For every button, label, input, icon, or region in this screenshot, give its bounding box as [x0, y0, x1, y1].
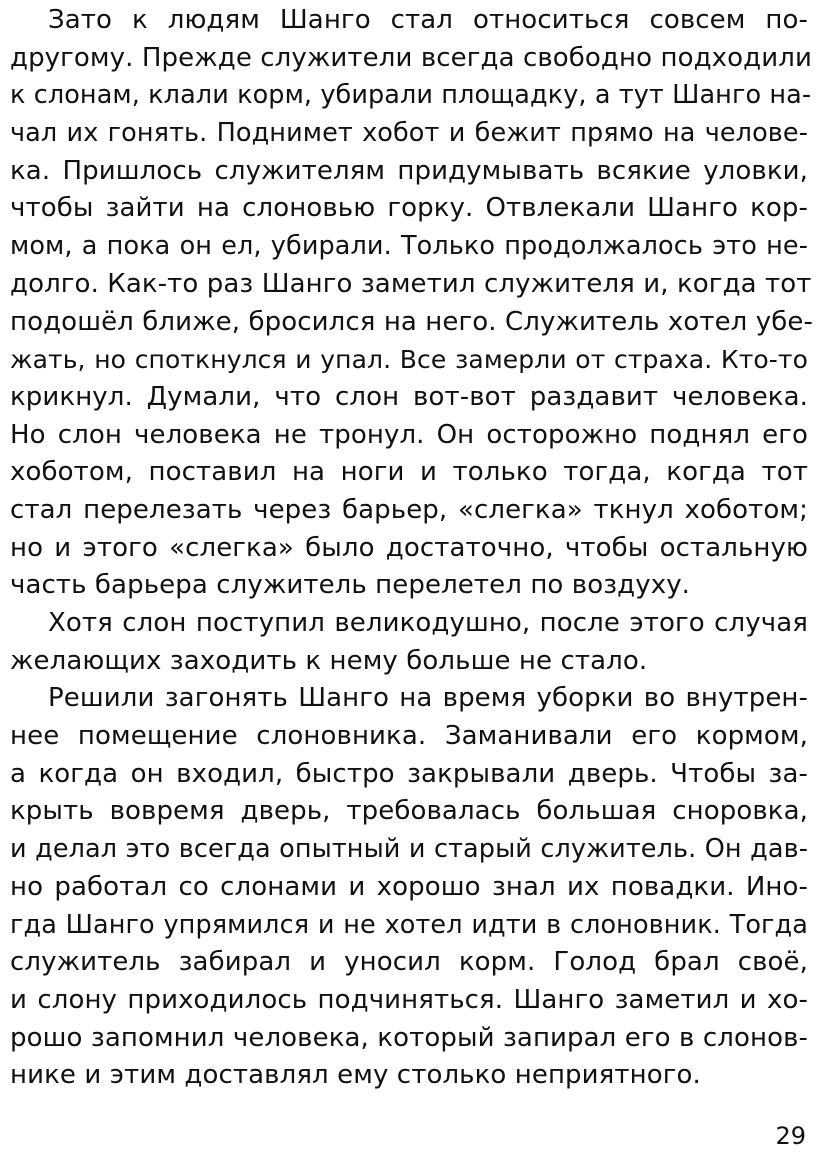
text-line: ка. Пришлось служителям придумывать всякие уловки,	[10, 155, 808, 186]
text-line: крикнул. Думали, что слон вот-вот раздавит человека.	[10, 381, 808, 412]
text-line: рошо запомнил человека, который запирал его в слонов-	[10, 1022, 808, 1053]
text-line: другому. Прежде служители всегда свободно подходили	[10, 42, 812, 73]
text-line: мом, а пока он ел, убирали. Только продолжалось это не-	[10, 231, 808, 262]
text-line: жать, но споткнулся и упал. Все замерли от страха. Кто-то	[10, 345, 808, 375]
text-line: а когда он входил, быстро закрывали дверь. Чтобы за-	[10, 758, 808, 789]
text-line: крыть вовремя дверь, требовалась большая сноровка,	[10, 796, 808, 827]
text-line: Но слон человека не тронул. Он осторожно поднял его	[10, 419, 808, 450]
text-line: Зато к людям Шанго стал относиться совсем по-	[48, 5, 808, 35]
text-line: и слону приходилось подчиняться. Шанго заметил и хо-	[10, 984, 808, 1015]
body-text	[10, 2, 813, 1095]
page-number: 29	[775, 1122, 806, 1150]
text-line: гда Шанго упрямился и не хотел идти в слоновник. Тогда	[10, 909, 808, 940]
text-line: чтобы зайти на слоновью горку. Отвлекали Шанго кор-	[10, 193, 808, 224]
text-line: но и этого «слегка» было достаточно, чтобы остальную	[10, 532, 808, 563]
text-line: часть барьера служитель перелетел по воздуху.	[10, 570, 691, 601]
text-line: нике и этим доставлял ему столько неприятного.	[10, 1060, 701, 1091]
text-line: нее помещение слоновника. Заманивали его кормом,	[10, 721, 808, 752]
text-line: служитель забирал и уносил корм. Голод брал своё,	[10, 947, 808, 978]
text-line: Хотя слон поступил великодушно, после этого случая	[48, 608, 808, 638]
text-line: но работал со слонами и хорошо знал их повадки. Ино-	[10, 871, 808, 902]
text-line: долго. Как-то раз Шанго заметил служителя и, когда тот	[10, 268, 812, 299]
text-line: хоботом, поставил на ноги и только тогда, когда тот	[10, 457, 808, 488]
text-line: чал их гонять. Поднимет хобот и бежит прямо на челове-	[10, 118, 808, 149]
text-line: стал перелезать через барьер, «слегка» ткнул хоботом;	[10, 494, 808, 525]
text-line: к слонам, клали корм, убирали площадку, а тут Шанго на-	[10, 80, 812, 111]
text-line: Решили загонять Шанго на время уборки во внутрен-	[48, 683, 808, 714]
text-line: желающих заходить к нему больше не стало.	[10, 645, 648, 676]
text-line: и делал это всегда опытный и старый служитель. Он дав-	[10, 834, 808, 865]
text-line: подошёл ближе, бросился на него. Служитель хотел убе-	[10, 306, 813, 337]
